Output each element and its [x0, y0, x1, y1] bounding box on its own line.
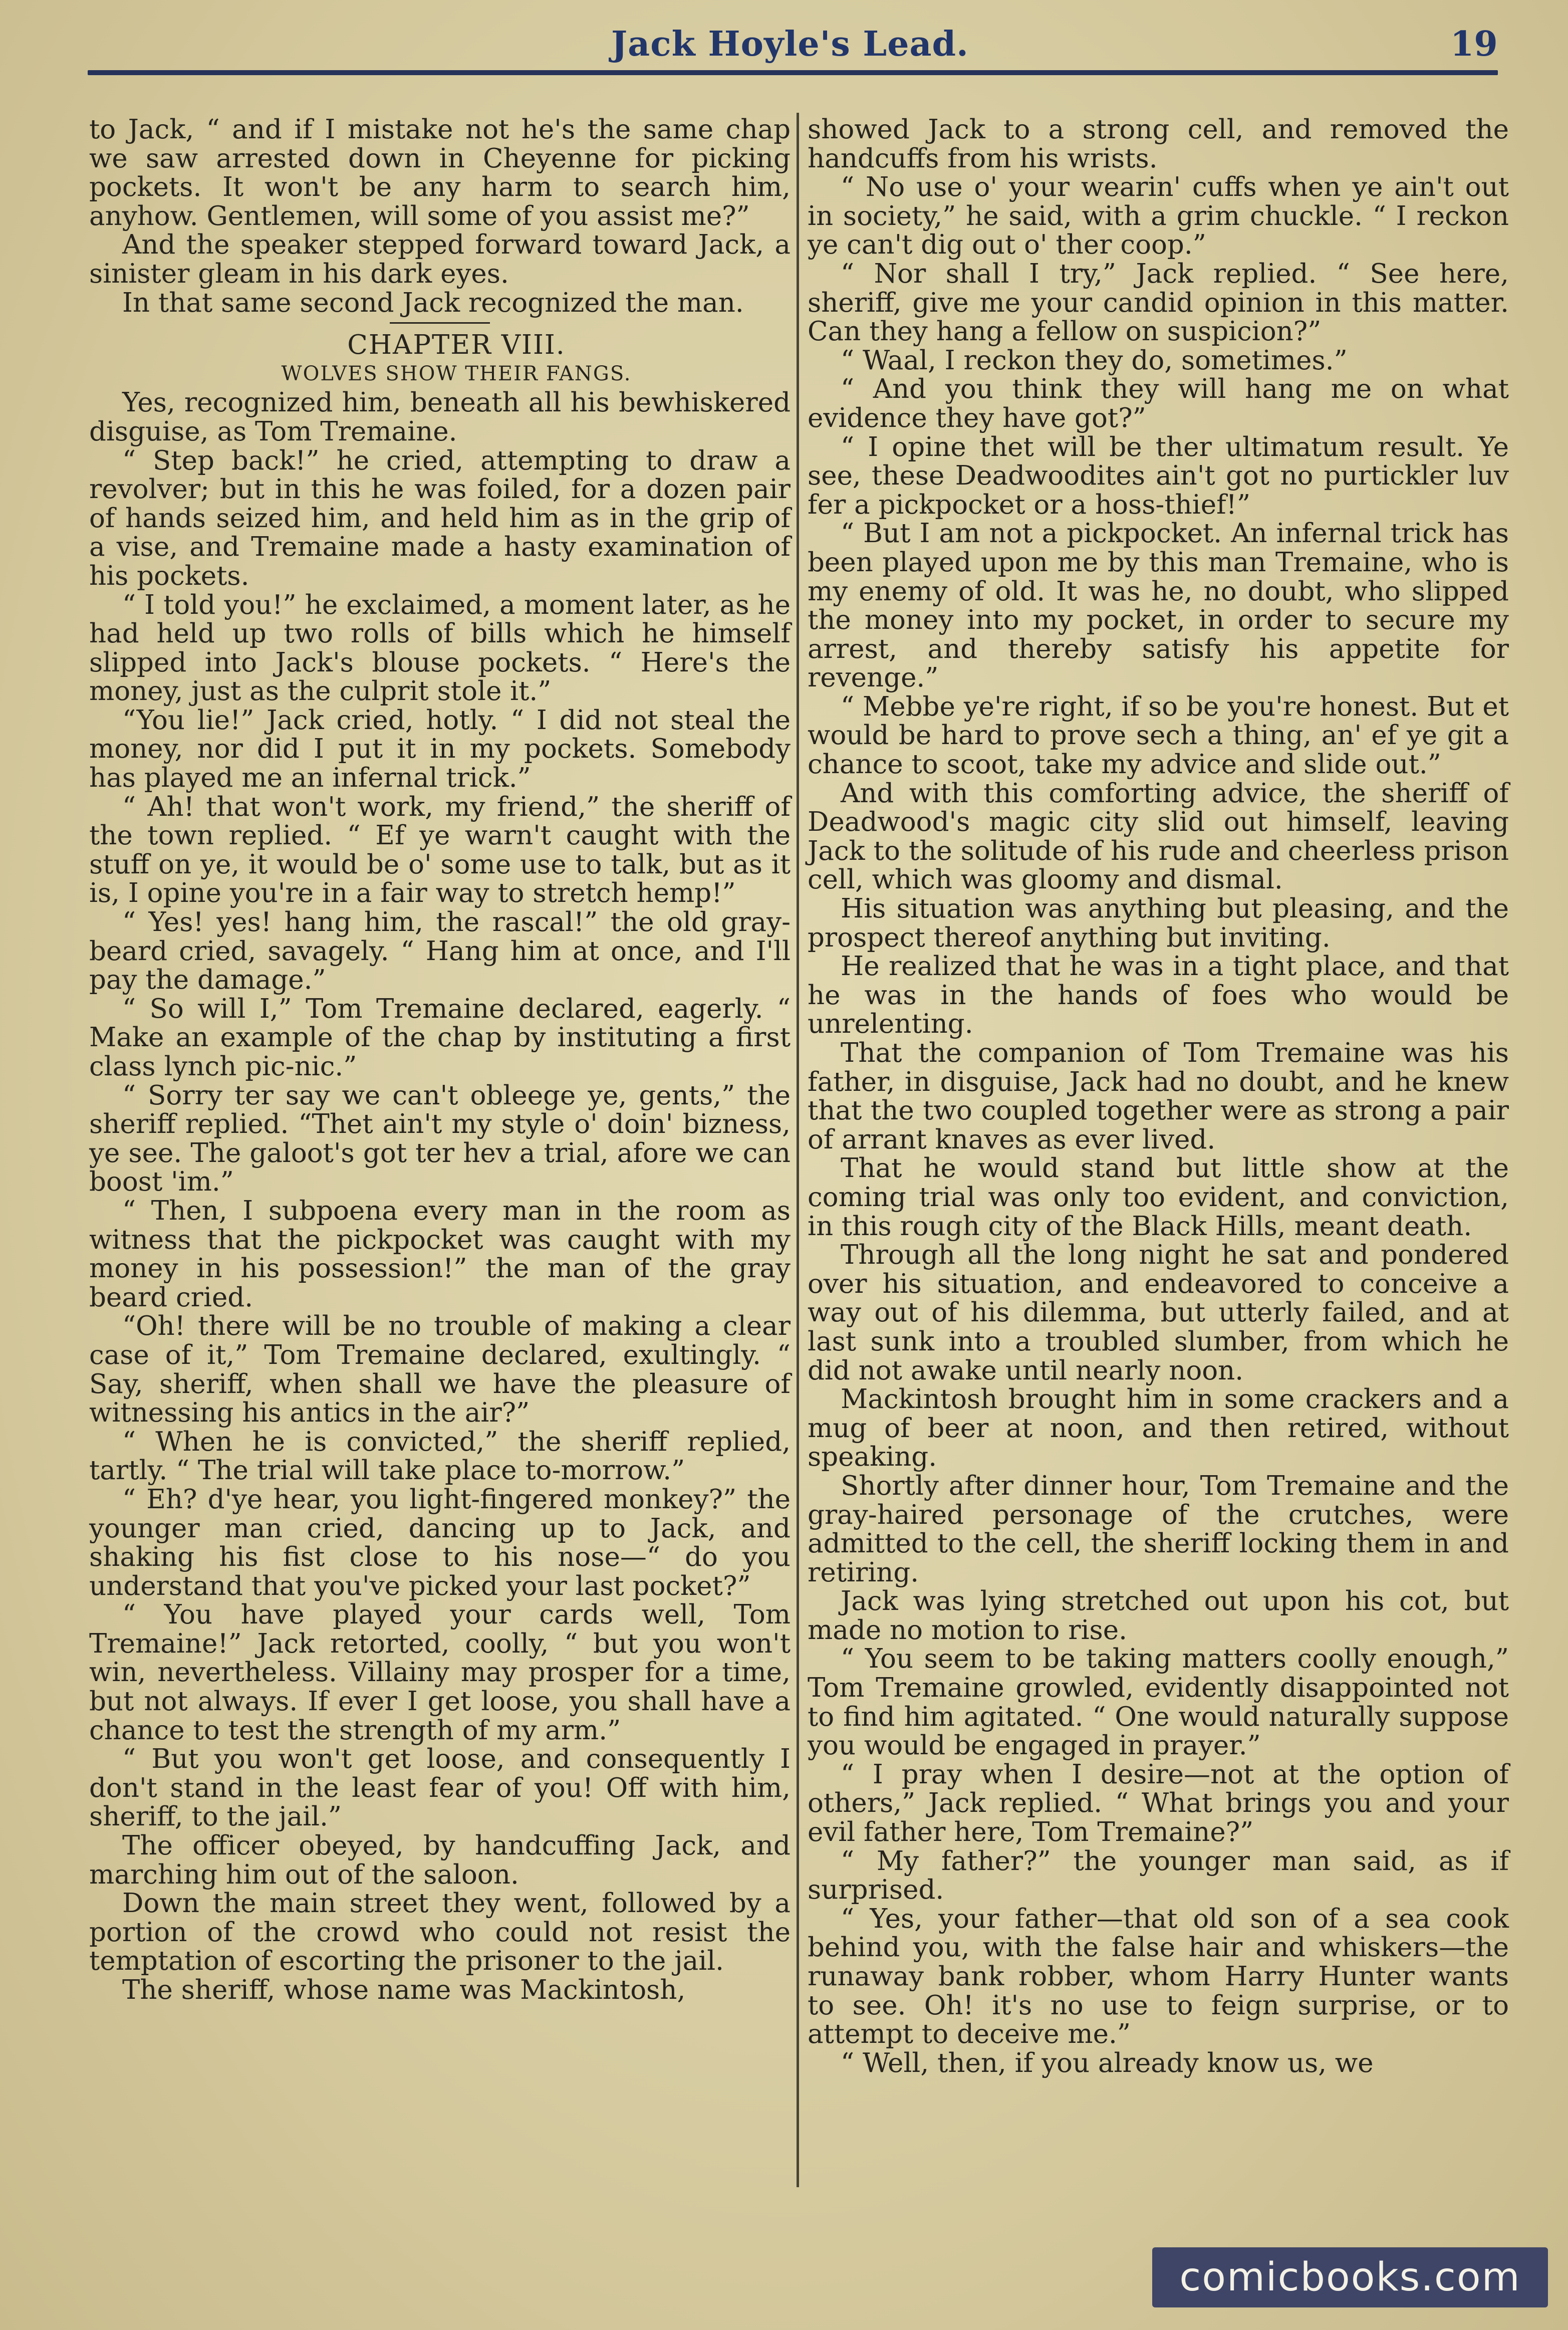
paragraph: The officer obeyed, by handcuffing Jack, and marching him out of the saloon.: [89, 1830, 791, 1890]
paragraph: “ You seem to be taking matters coolly enough,” Tom Tremaine growled, evidently disappointed not to find him agitated. “ One would naturally suppose you would be engaged in prayer.”: [808, 1644, 1509, 1761]
right-column: [808, 115, 1509, 2077]
paragraph: “ I pray when I desire—not at the option of others,” Jack replied. “ What brings you and your evil father here, Tom Tremaine?”: [808, 1759, 1509, 1848]
paragraph: “ Ah! that won't work, my friend,” the sheriff of the town replied. “ Ef ye warn't caught with the stuff on ye, it would be o' some use to talk, but as it is, I opine you're in a fair way to stretch hemp!”: [89, 791, 791, 909]
page-header: [0, 0, 1568, 70]
paragraph: Yes, recognized him, beneath all his bewhiskered disguise, as Tom Tremaine.: [89, 387, 791, 447]
paragraph: “ Waal, I reckon they do, sometimes.”: [841, 345, 1348, 376]
paragraph: In that same second Jack recognized the man.: [122, 287, 744, 318]
paragraph: “ Step back!” he cried, attempting to draw a revolver; but in this he was foiled, for a dozen pair of hands seized him, and held him as in the grip of a vise, and Tremaine made a hasty examination of his pockets.: [89, 445, 791, 591]
paragraph: That the companion of Tom Tremaine was his father, in disguise, Jack had no doubt, and he knew that the two coupled together were as strong a pair of arrant knaves as ever lived.: [808, 1038, 1509, 1155]
paragraph: to Jack, “ and if I mistake not he's the same chap we saw arrested down in Cheyenne for picking pockets. It won't be any harm to search him, anyhow. Gentlemen, will some of you assist me?”: [89, 114, 791, 231]
paragraph: showed Jack to a strong cell, and removed the handcuffs from his wrists.: [808, 114, 1509, 174]
paragraph: Shortly after dinner hour, Tom Tremaine and the gray-haired personage of the crutches, were admitted to the cell, the sheriff locking them in and retiring.: [808, 1470, 1509, 1588]
paragraph: And the speaker stepped forward toward Jack, a sinister gleam in his dark eyes.: [89, 229, 791, 289]
paragraph: “ I told you!” he exclaimed, a moment later, as he had held up two rolls of bills which he himself slipped into Jack's blouse pockets. “ Here's the money, just as the culprit stole it.”: [89, 589, 791, 707]
paragraph: “ Sorry ter say we can't obleege ye, gents,” the sheriff replied. “Thet ain't my style o' doin' bizness, ye see. The galoot's got ter hev a trial, afore we can boost 'im.”: [89, 1080, 791, 1198]
watermark-badge: comicbooks.com: [1152, 2247, 1548, 2307]
paragraph: The sheriff, whose name was Mackintosh,: [122, 1975, 686, 2005]
page-number: 19: [1450, 24, 1498, 64]
paragraph: “ So will I,” Tom Tremaine declared, eagerly. “ Make an example of the chap by instituting a first class lynch pic-nic.”: [89, 993, 791, 1082]
paragraph: “ But I am not a pickpocket. An infernal trick has been played upon me by this man Tremaine, who is my enemy of old. It was he, no doubt, who slipped the money into my pocket, in order to secure my arrest, and thereby satisfy his appetite for revenge.”: [808, 518, 1509, 693]
paragraph: “ Mebbe ye're right, if so be you're honest. But et would be hard to prove sech a thing, an' ef ye git a chance to scoot, take my advice and slide out.”: [808, 691, 1509, 780]
paragraph: Through all the long night he sat and pondered over his situation, and endeavored to conceive a way out of his dilemma, but utterly failed, and at last sunk into a troubled slumber, from which he did not awake until nearly noon.: [808, 1240, 1509, 1386]
paragraph: “ You have played your cards well, Tom Tremaine!” Jack retorted, coolly, “ but you won't win, nevertheless. Villainy may prosper for a time, but not always. If ever I get loose, you shall have a chance to test the strength of my arm.”: [89, 1599, 791, 1746]
paragraph: “ When he is convicted,” the sheriff replied, tartly. “ The trial will take place to-morrow.”: [89, 1426, 791, 1486]
chapter-title: CHAPTER VIII.: [347, 330, 566, 361]
paragraph: That he would stand but little show at the coming trial was only too evident, and conviction, in this rough city of the Black Hills, meant death.: [808, 1153, 1509, 1242]
running-title: Jack Hoyle's Lead.: [611, 24, 969, 64]
paragraph: “ But you won't get loose, and consequently I don't stand in the least fear of you! Off with him, sheriff, to the jail.”: [89, 1744, 791, 1832]
paragraph: Down the main street they went, followed by a portion of the crowd who could not resist the temptation of escorting the prisoner to the jail.: [89, 1888, 791, 1977]
chapter-subtitle: WOLVES SHOW THEIR FANGS.: [281, 362, 632, 385]
paragraph: His situation was anything but pleasing, and the prospect thereof anything but inviting.: [808, 893, 1509, 953]
paragraph: “Oh! there will be no trouble of making a clear case of it,” Tom Tremaine declared, exultingly. “ Say, sheriff, when shall we have the pleasure of witnessing his antics in the air?”: [89, 1311, 791, 1429]
column-divider: [797, 113, 799, 2187]
paragraph: “ I opine thet will be ther ultimatum result. Ye see, these Deadwoodites ain't got no purtickler luv fer a pickpocket or a hoss-thief!”: [808, 431, 1509, 520]
paragraph: Jack was lying stretched out upon his cot, but made no motion to rise.: [808, 1586, 1509, 1646]
paragraph: “ No use o' your wearin' cuffs when ye ain't out in society,” he said, with a grim chuckle. “ I reckon ye can't dig out o' ther coop.”: [808, 172, 1509, 261]
left-column: [89, 115, 791, 2005]
paragraph: Mackintosh brought him in some crackers and a mug of beer at noon, and then retired, without speaking.: [808, 1384, 1509, 1473]
paragraph: “ Eh? d'ye hear, you light-fingered monkey?” the younger man cried, dancing up to Jack, and shaking his fist close to his nose—“ do you understand that you've picked your last pocket?”: [89, 1484, 791, 1601]
paragraph: “ Yes, your father—that old son of a sea cook behind you, with the false hair and whiskers—the runaway bank robber, whom Harry Hunter wants to see. Oh! it's no use to feign surprise, or to attempt to deceive me.”: [808, 1903, 1509, 2050]
paragraph: And with this comforting advice, the sheriff of Deadwood's magic city slid out himself, leaving Jack to the solitude of his rude and cheerless prison cell, which was gloomy and dismal.: [808, 778, 1509, 895]
paragraph: “ And you think they will hang me on what evidence they have got?”: [808, 374, 1509, 433]
paragraph: “ Then, I subpoena every man in the room as witness that the pickpocket was caught with my money in his possession!” the man of the gray beard cried.: [89, 1195, 791, 1313]
header-rule: [88, 70, 1498, 75]
paragraph: “You lie!” Jack cried, hotly. “ I did not steal the money, nor did I put it in my pockets. Somebody has played me an infernal trick.”: [89, 705, 791, 794]
chapter-divider: [390, 322, 490, 324]
paragraph: He realized that he was in a tight place, and that he was in the hands of foes who would be unrelenting.: [808, 951, 1509, 1040]
paragraph: “ My father?” the younger man said, as if surprised.: [808, 1845, 1509, 1906]
paragraph: “ Nor shall I try,” Jack replied. “ See here, sheriff, give me your candid opinion in this matter. Can they hang a fellow on suspicion?”: [808, 258, 1509, 347]
paragraph: “ Well, then, if you already know us, we: [841, 2047, 1374, 2078]
paragraph: “ Yes! yes! hang him, the rascal!” the old gray-beard cried, savagely. “ Hang him at once, and I'll pay the damage.”: [89, 907, 791, 996]
